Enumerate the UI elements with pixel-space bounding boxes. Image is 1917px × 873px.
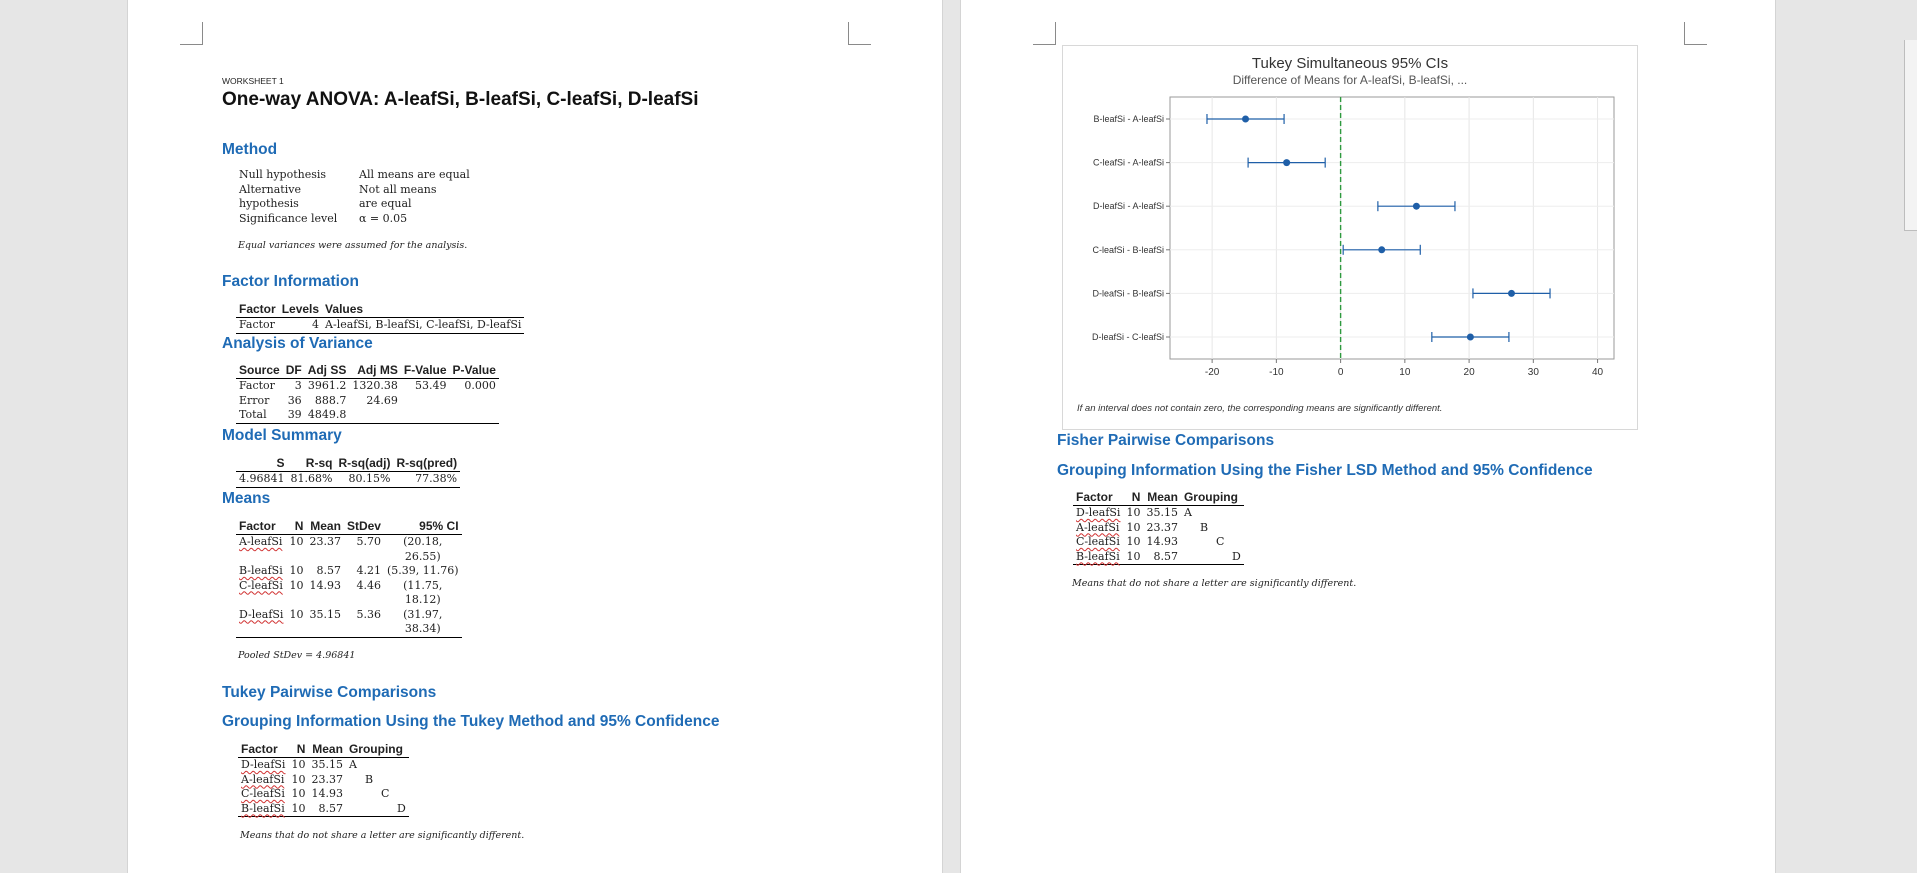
cell: 4 [279, 318, 322, 334]
table-row [238, 758, 409, 773]
x-tick-label: 30 [1527, 367, 1539, 378]
table-row [236, 394, 499, 409]
y-tick-label: C-leafSi - A-leafSi [1092, 157, 1164, 168]
tukey-grouping-table [238, 742, 409, 817]
cell: 10 [289, 578, 304, 592]
factor-info-table [236, 302, 524, 334]
cell: 10 [286, 608, 306, 638]
table-row [1073, 535, 1244, 550]
method-heading: Method [222, 141, 278, 158]
grouping-letter [346, 758, 409, 773]
tukey-grouping-note: Means that do not share a letter are significantly different. [240, 830, 525, 841]
x-tick-label: 0 [1337, 367, 1344, 378]
cell: 24.69 [366, 393, 398, 407]
cell: 36 [287, 393, 302, 407]
method-table [239, 168, 470, 226]
method-value: α = 0.05 [359, 211, 408, 225]
grouping-letter [1181, 521, 1244, 536]
fisher-grouping-table [1073, 490, 1244, 565]
col-header: Factor [1073, 490, 1123, 506]
cell: 10 [291, 772, 306, 786]
cell: (5.39, 11.76) [386, 564, 459, 577]
mean-difference-point [1283, 159, 1290, 166]
table-row [236, 379, 499, 394]
col-header: R-sq(pred) [393, 456, 460, 472]
col-header: Grouping [1181, 490, 1244, 506]
model-summary-heading: Model Summary [222, 427, 342, 444]
col-header: Mean [306, 519, 344, 535]
factor-info-heading: Factor Information [222, 273, 359, 290]
table-row [236, 579, 462, 608]
cell: 8.57 [1143, 550, 1181, 565]
y-tick-label: D-leafSi - B-leafSi [1092, 288, 1164, 299]
cell: Factor [236, 318, 279, 334]
worksheet-label: WORKSHEET 1 [222, 76, 284, 86]
grouping-letter [1181, 535, 1244, 550]
cell: Factor [239, 379, 275, 392]
cell [401, 408, 450, 423]
cell: 35.15 [306, 608, 344, 638]
table-row [238, 802, 409, 817]
cell: (31.97, 38.34) [384, 608, 462, 638]
grouping-letter [1181, 550, 1244, 565]
grouping-letter-text: B [1199, 520, 1209, 534]
col-header: N [288, 742, 308, 758]
fisher-grouping-note: Means that do not share a letter are significantly different. [1072, 578, 1357, 589]
col-header: Mean [1143, 490, 1181, 506]
cell: D-leafSi [236, 608, 286, 638]
cell: 3961.2 [307, 379, 347, 392]
col-header: StDev [344, 519, 384, 535]
chart-title: Tukey Simultaneous 95% CIs [1251, 55, 1449, 72]
cell: A-leafSi, B-leafSi, C-leafSi, D-leafSi [322, 318, 524, 334]
cell: A-leafSi [1076, 520, 1120, 534]
cell: 0.000 [464, 379, 496, 392]
cell: 888.7 [314, 393, 347, 407]
cell: D-leafSi [1076, 506, 1121, 519]
cell: 4.21 [356, 564, 381, 577]
page-title [222, 89, 699, 111]
grouping-letter-text: D [396, 801, 406, 815]
tukey-grouping-heading: Grouping Information Using the Tukey Method and 95% Confidence [222, 713, 720, 730]
cell: 5.70 [356, 535, 381, 548]
fisher-heading: Fisher Pairwise Comparisons [1057, 432, 1275, 449]
x-tick-label: 10 [1399, 367, 1411, 378]
table-row [236, 564, 462, 579]
crop-mark-top-left [1033, 22, 1056, 45]
cell: 4.96841 [236, 472, 288, 488]
col-header: Values [322, 302, 524, 318]
document-page-2 [961, 0, 1775, 873]
cell: D-leafSi [241, 758, 286, 771]
x-tick-label: 20 [1463, 367, 1475, 378]
cell: 10 [289, 564, 304, 577]
cell: 10 [289, 535, 304, 548]
cell: 81.68% [288, 472, 336, 488]
grouping-letter-text: A [1183, 506, 1192, 519]
col-header: R-sq(adj) [335, 456, 393, 472]
cell: 23.37 [309, 535, 341, 548]
cell: 39 [283, 408, 305, 423]
cell: 10 [1126, 520, 1141, 534]
cell: C-leafSi [1076, 535, 1120, 548]
method-value: All means are equal [359, 168, 470, 181]
col-header: Levels [279, 302, 322, 318]
cell: 5.36 [344, 608, 384, 638]
cell: 1320.38 [352, 379, 398, 392]
grouping-letter [346, 787, 409, 802]
page-title-text: One-way ANOVA: A-leafSi, B-leafSi, C-leafSi, D-leafSi [222, 89, 699, 110]
cell [401, 394, 450, 409]
mean-difference-point [1413, 203, 1420, 210]
x-tick-label: -20 [1204, 367, 1220, 378]
col-header: Adj SS [305, 363, 350, 379]
cell: B-leafSi [1073, 550, 1123, 565]
col-header: Mean [308, 742, 346, 758]
grouping-letter-text: C [1215, 535, 1225, 548]
table-row [236, 318, 524, 334]
col-header: S [236, 456, 288, 472]
cell [450, 394, 499, 409]
col-header: N [286, 519, 306, 535]
col-header: Source [236, 363, 283, 379]
model-summary-table [236, 456, 460, 488]
tukey-ci-chart [1062, 45, 1638, 430]
cell [349, 408, 401, 423]
means-table [236, 519, 462, 638]
grouping-letter-text: A [348, 758, 357, 771]
cell: A-leafSi [239, 535, 283, 548]
col-header: Adj MS [349, 363, 401, 379]
scrollbar-edge[interactable] [1904, 40, 1917, 231]
col-header: N [1123, 490, 1143, 506]
chart-footnote: If an interval does not contain zero, the corresponding means are significantly different. [1077, 403, 1443, 414]
cell: 35.15 [1146, 506, 1178, 519]
cell: 4849.8 [305, 408, 350, 423]
fisher-grouping-heading: Grouping Information Using the Fisher LSD Method and 95% Confidence [1057, 462, 1593, 479]
cell: 3 [294, 379, 302, 392]
cell: 4.46 [356, 578, 381, 592]
cell: Error [239, 393, 270, 407]
method-label: Significance level [239, 211, 338, 225]
mean-difference-point [1467, 334, 1474, 341]
cell: 23.37 [311, 772, 343, 786]
mean-difference-point [1242, 116, 1249, 123]
grouping-letter [346, 802, 409, 817]
table-row [1073, 506, 1244, 521]
table-row [236, 535, 462, 565]
chart-subtitle: Difference of Means for A-leafSi, B-leafSi, ... [1232, 73, 1468, 87]
cell: 35.15 [311, 758, 343, 771]
col-header: P-Value [450, 363, 499, 379]
plot-area [1170, 97, 1614, 359]
cell: 23.37 [1146, 520, 1178, 534]
cell: 8.57 [316, 564, 341, 577]
x-tick-label: 40 [1592, 367, 1604, 378]
grouping-letter-text: C [380, 787, 390, 800]
anova-heading: Analysis of Variance [222, 335, 373, 352]
table-row [238, 773, 409, 788]
anova-table [236, 363, 499, 424]
table-row [236, 608, 462, 638]
cell: (20.18, 26.55) [403, 535, 443, 563]
col-header: 95% CI [384, 519, 462, 535]
y-tick-label: C-leafSi - B-leafSi [1092, 244, 1164, 255]
cell: 10 [1123, 550, 1143, 565]
cell: 8.57 [308, 802, 346, 817]
cell: 77.38% [393, 472, 460, 488]
grouping-letter-text: D [1231, 549, 1241, 563]
col-header: F-Value [401, 363, 450, 379]
mean-difference-point [1378, 246, 1385, 253]
cell: 53.49 [415, 379, 447, 392]
means-heading: Means [222, 490, 271, 507]
col-header: DF [283, 363, 305, 379]
method-note: Equal variances were assumed for the analysis. [238, 240, 468, 251]
y-tick-label: B-leafSi - A-leafSi [1093, 114, 1164, 124]
table-row [236, 472, 460, 488]
tukey-heading: Tukey Pairwise Comparisons [222, 684, 437, 701]
crop-mark-top-right [848, 22, 871, 45]
grouping-letter [1181, 506, 1244, 521]
cell: B-leafSi [238, 802, 288, 817]
crop-mark-top-right [1684, 22, 1707, 45]
col-header: Factor [236, 519, 286, 535]
document-page-1 [128, 0, 942, 873]
method-value: Not all means are equal [359, 182, 437, 210]
table-row [1073, 550, 1244, 565]
col-header: R-sq [288, 456, 336, 472]
crop-mark-top-left [180, 22, 203, 45]
col-header: Factor [238, 742, 288, 758]
col-header: Factor [236, 302, 279, 318]
chart-svg [1063, 46, 1637, 429]
method-label: Alternative hypothesis [239, 182, 301, 210]
cell [450, 408, 499, 423]
table-row [238, 787, 409, 802]
cell: C-leafSi [239, 578, 283, 592]
col-header: Grouping [346, 742, 409, 758]
cell: 14.93 [309, 578, 341, 592]
table-row [236, 408, 499, 423]
y-tick-label: D-leafSi - A-leafSi [1092, 201, 1164, 212]
cell: 14.93 [1146, 535, 1178, 548]
method-label: Null hypothesis [239, 168, 327, 181]
cell: 10 [1126, 506, 1141, 519]
cell: (11.75, 18.12) [403, 578, 443, 606]
cell: 10 [291, 758, 306, 771]
grouping-letter-text: B [364, 772, 374, 786]
cell: C-leafSi [241, 787, 285, 800]
cell: 10 [288, 802, 308, 817]
cell: 14.93 [311, 787, 343, 800]
cell: 80.15% [335, 472, 393, 488]
pooled-stdev-note: Pooled StDev = 4.96841 [238, 650, 356, 661]
y-tick-label: D-leafSi - C-leafSi [1091, 332, 1164, 342]
cell: 10 [1126, 535, 1141, 548]
cell: Total [236, 408, 283, 423]
cell: 10 [291, 787, 306, 800]
table-row [1073, 521, 1244, 536]
cell: B-leafSi [239, 564, 283, 577]
x-tick-label: -10 [1269, 367, 1284, 378]
cell: A-leafSi [241, 772, 285, 786]
mean-difference-point [1508, 290, 1515, 297]
grouping-letter [346, 773, 409, 788]
